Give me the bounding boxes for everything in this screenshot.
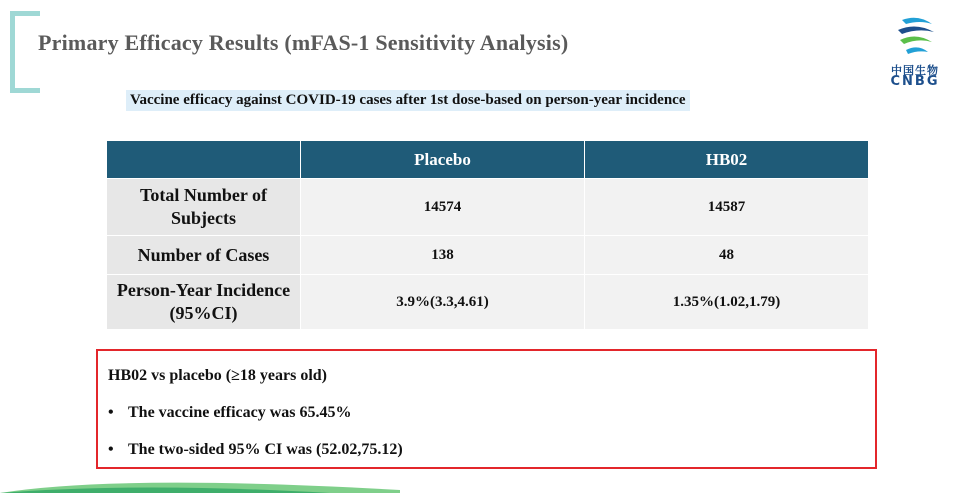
summary-item-text: The two-sided 95% CI was (52.02,75.12): [128, 441, 403, 458]
table-caption: Vaccine efficacy against COVID-19 cases after 1st dose-based on person-year incidence: [126, 90, 690, 111]
cell-placebo-person-year-incidence: 3.9%(3.3,4.61): [301, 275, 585, 330]
cnbg-emblem-icon: [890, 10, 940, 60]
bottom-swoosh-decoration: [0, 478, 400, 493]
cell-hb02-number-of-cases: 48: [585, 236, 869, 275]
summary-bullet-item: [108, 441, 403, 459]
efficacy-results-table: [106, 140, 869, 330]
header-cell-placebo: Placebo: [301, 141, 585, 179]
summary-bullet-item: [108, 404, 352, 422]
page-title: Primary Efficacy Results (mFAS-1 Sensitivity Analysis): [38, 30, 569, 55]
row-label-number-of-cases: Number of Cases: [107, 236, 301, 275]
cell-hb02-person-year-incidence: 1.35%(1.02,1.79): [585, 275, 869, 330]
logo-english-text: CNBG: [890, 74, 940, 89]
summary-highlight-box: [96, 349, 877, 469]
cnbg-logo: [880, 10, 950, 90]
logo-chinese-text: 中国生物: [891, 64, 939, 77]
header-cell-hb02: HB02: [585, 141, 869, 179]
summary-heading: HB02 vs placebo (≥18 years old): [108, 367, 327, 384]
cell-hb02-total-subjects: 14587: [585, 179, 869, 236]
bullet-icon: •: [108, 404, 114, 421]
header-cell-empty: [107, 141, 301, 179]
summary-item-text: The vaccine efficacy was 65.45%: [128, 404, 352, 421]
table-row: [107, 179, 869, 236]
table-header-row: [107, 141, 869, 179]
table-row: [107, 236, 869, 275]
cell-placebo-total-subjects: 14574: [301, 179, 585, 236]
row-label-person-year-incidence: Person-Year Incidence (95%CI): [107, 275, 301, 330]
title-bracket-decoration: [10, 11, 40, 93]
row-label-total-subjects: Total Number of Subjects: [107, 179, 301, 236]
bullet-icon: •: [108, 441, 114, 458]
cell-placebo-number-of-cases: 138: [301, 236, 585, 275]
table-row: [107, 275, 869, 330]
